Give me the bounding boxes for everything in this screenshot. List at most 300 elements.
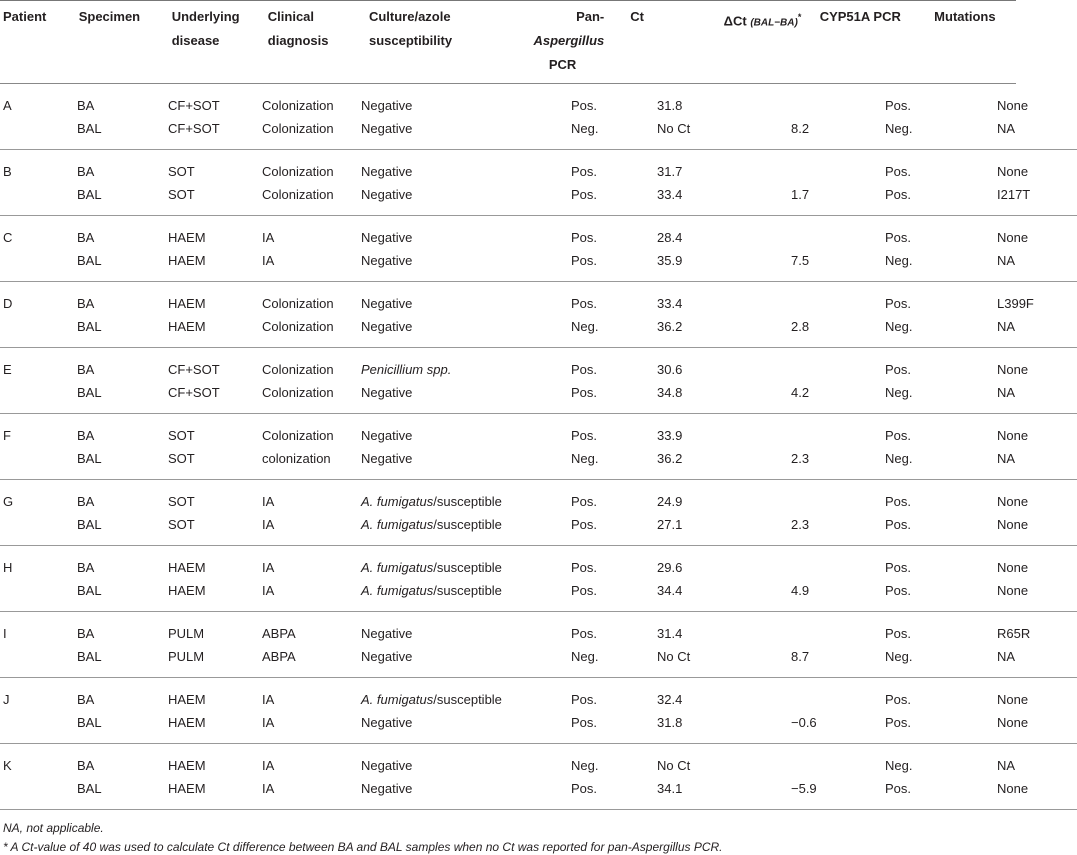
cell-cyp: Neg. <box>885 649 913 664</box>
culture-result: Negative <box>361 98 413 113</box>
cell-disease: HAEM <box>168 583 206 598</box>
cell-pan: Pos. <box>571 187 598 202</box>
cell-mut: None <box>997 560 1029 575</box>
cell-patient <box>0 579 77 612</box>
patient-group <box>0 348 1077 414</box>
cell-culture <box>361 282 511 316</box>
cell-cyp: Pos. <box>885 692 912 707</box>
culture-result: Negative <box>361 164 413 179</box>
cell-ct: No Ct <box>657 649 691 664</box>
cell-pan: Pos. <box>571 626 598 641</box>
header-cyp-label: CYP51A PCR <box>819 9 901 24</box>
culture-organism: Penicillium spp. <box>361 362 452 377</box>
cell-ct: 29.6 <box>657 560 683 575</box>
cell-culture <box>361 612 511 646</box>
cell-disease: HAEM <box>168 319 206 334</box>
cell-diagnosis: Colonization <box>262 98 334 113</box>
cell-pan: Pos. <box>571 560 598 575</box>
patient-group <box>0 480 1077 546</box>
cell-patient <box>0 711 77 744</box>
cell-dct: 2.8 <box>791 319 810 334</box>
cell-patient <box>0 513 77 546</box>
table-row <box>0 150 1077 184</box>
cell-mut: None <box>997 517 1029 532</box>
patient-group <box>0 744 1077 810</box>
culture-result: Negative <box>361 451 413 466</box>
table-row <box>0 183 1077 216</box>
patient-group <box>0 282 1077 348</box>
cell-cyp: Neg. <box>885 451 913 466</box>
cell-diagnosis: Colonization <box>262 164 334 179</box>
cell-ct: 34.1 <box>657 781 683 796</box>
header-ct <box>614 1 723 84</box>
patient-group <box>0 84 1077 150</box>
table-row <box>0 579 1077 612</box>
cell-specimen: BA <box>77 362 95 377</box>
cell-dct <box>748 678 885 712</box>
cell-cyp: Pos. <box>885 494 912 509</box>
culture-organism: A. fumigatus <box>361 692 434 707</box>
cell-pan: Pos. <box>571 781 598 796</box>
header-clinical-diagnosis <box>268 1 369 84</box>
header-dct-main: ΔCt <box>723 13 747 29</box>
cell-dct <box>748 348 885 382</box>
cell-ct: 31.8 <box>657 98 683 113</box>
cell-mut: NA <box>997 649 1016 664</box>
footnote-ct-value: * A Ct-value of 40 was used to calculate Ct difference between BA and BAL samples when no Ct was reported for pan-Aspergillus PCR. <box>3 840 723 854</box>
header-disease-line2: disease <box>171 33 220 48</box>
culture-organism: A. fumigatus <box>361 517 434 532</box>
cell-cyp: Pos. <box>885 517 912 532</box>
culture-result: Negative <box>361 626 413 641</box>
cell-specimen: BAL <box>77 583 102 598</box>
culture-organism: A. fumigatus <box>361 583 434 598</box>
header-specimen-label: Specimen <box>78 9 141 24</box>
cell-culture <box>361 381 511 414</box>
cell-diagnosis: IA <box>262 517 275 532</box>
patient-group <box>0 216 1077 282</box>
cell-disease: HAEM <box>168 296 206 311</box>
header-patient <box>0 1 79 84</box>
cell-ct: 24.9 <box>657 494 683 509</box>
cell-patient: B <box>3 164 12 179</box>
cell-pan: Pos. <box>571 230 598 245</box>
cell-pan: Neg. <box>571 451 599 466</box>
header-row <box>0 1 1016 84</box>
header-pan-italic: Aspergillus <box>533 33 605 48</box>
footnote-na: NA, not applicable. <box>3 821 104 835</box>
cell-disease: HAEM <box>168 253 206 268</box>
culture-result: Negative <box>361 253 413 268</box>
cell-mut: None <box>997 781 1029 796</box>
cell-disease: HAEM <box>168 781 206 796</box>
header-culture <box>369 1 522 84</box>
cell-specimen: BA <box>77 164 95 179</box>
cell-pan: Pos. <box>571 583 598 598</box>
cell-dct <box>748 546 885 580</box>
culture-result: Negative <box>361 230 413 245</box>
cell-pan: Pos. <box>571 428 598 443</box>
table-row <box>0 777 1077 810</box>
cell-ct: 32.4 <box>657 692 683 707</box>
cell-cyp: Pos. <box>885 98 912 113</box>
table-row <box>0 711 1077 744</box>
cell-specimen: BAL <box>77 649 102 664</box>
cell-dct <box>748 414 885 448</box>
cell-patient <box>0 447 77 480</box>
table-row <box>0 216 1077 250</box>
cell-dct: 1.7 <box>791 187 810 202</box>
table-row <box>0 480 1077 514</box>
cell-culture <box>361 777 511 810</box>
header-mutations-label: Mutations <box>934 9 996 24</box>
cell-cyp: Pos. <box>885 296 912 311</box>
cell-diagnosis: IA <box>262 583 275 598</box>
cell-patient: J <box>3 692 10 707</box>
cell-diagnosis: IA <box>262 781 275 796</box>
cell-disease: HAEM <box>168 230 206 245</box>
header-specimen <box>79 1 172 84</box>
cell-cyp: Pos. <box>885 164 912 179</box>
cell-cyp: Neg. <box>885 758 913 773</box>
cell-dct <box>748 744 885 778</box>
cell-ct: 34.4 <box>657 583 683 598</box>
cell-patient: D <box>3 296 13 311</box>
header-disease-line1: Underlying <box>171 9 240 24</box>
cell-mut: None <box>997 715 1029 730</box>
cell-dct <box>748 216 885 250</box>
results-table-body <box>0 84 1077 810</box>
cell-mut: I217T <box>997 187 1031 202</box>
cell-ct: 33.4 <box>657 296 683 311</box>
cell-culture <box>361 678 511 712</box>
results-table <box>0 0 1016 84</box>
cell-culture <box>361 84 511 117</box>
cell-culture <box>361 546 511 580</box>
cell-diagnosis: IA <box>262 494 275 509</box>
cell-culture <box>361 150 511 184</box>
cell-patient: F <box>3 428 11 443</box>
cell-culture <box>361 249 511 282</box>
cell-cyp: Neg. <box>885 121 913 136</box>
cell-patient: C <box>3 230 13 245</box>
header-pan-prefix: Pan- <box>576 9 605 24</box>
cell-dct: 2.3 <box>791 451 810 466</box>
cell-pan: Pos. <box>571 164 598 179</box>
header-dct-sub: (BAL−BA) <box>750 17 798 29</box>
table-row <box>0 315 1077 348</box>
cell-cyp: Pos. <box>885 560 912 575</box>
cell-pan: Pos. <box>571 385 598 400</box>
cell-mut: None <box>997 164 1029 179</box>
cell-ct: 36.2 <box>657 319 683 334</box>
cell-dct <box>748 282 885 316</box>
cell-specimen: BA <box>77 692 95 707</box>
culture-result: Negative <box>361 649 413 664</box>
cell-specimen: BA <box>77 230 95 245</box>
cell-patient <box>0 777 77 810</box>
patient-group <box>0 546 1077 612</box>
cell-dct: 4.9 <box>791 583 810 598</box>
culture-organism: A. fumigatus <box>361 560 434 575</box>
table-row <box>0 249 1077 282</box>
cell-pan: Pos. <box>571 494 598 509</box>
table-row <box>0 678 1077 712</box>
cell-disease: HAEM <box>168 692 206 707</box>
cell-mut: None <box>997 230 1029 245</box>
cell-mut: None <box>997 583 1029 598</box>
culture-result: /susceptible <box>433 494 502 509</box>
cell-mut: None <box>997 428 1029 443</box>
cell-patient <box>0 315 77 348</box>
cell-disease: CF+SOT <box>168 98 220 113</box>
table-header <box>0 1 1016 84</box>
cell-pan: Neg. <box>571 758 599 773</box>
cell-culture <box>361 315 511 348</box>
patient-group <box>0 678 1077 744</box>
cell-culture <box>361 447 511 480</box>
cell-disease: PULM <box>168 626 205 641</box>
patient-group <box>0 414 1077 480</box>
cell-dct: 4.2 <box>791 385 810 400</box>
cell-culture <box>361 579 511 612</box>
header-ct-label: Ct <box>630 9 644 24</box>
cell-diagnosis: Colonization <box>262 121 334 136</box>
cell-diagnosis: IA <box>262 715 275 730</box>
table-row <box>0 84 1077 117</box>
cell-cyp: Pos. <box>885 362 912 377</box>
culture-result: Negative <box>361 121 413 136</box>
table-row <box>0 645 1077 678</box>
header-dct-sup: * <box>797 12 802 22</box>
cell-dct <box>748 150 885 184</box>
cell-cyp: Neg. <box>885 319 913 334</box>
cell-dct: −0.6 <box>791 715 817 730</box>
cell-diagnosis: Colonization <box>262 385 334 400</box>
cell-mut: NA <box>997 758 1016 773</box>
cell-specimen: BA <box>77 626 95 641</box>
cell-dct <box>748 480 885 514</box>
cell-diagnosis: colonization <box>262 451 331 466</box>
cell-patient <box>0 645 77 678</box>
cell-ct: 31.4 <box>657 626 683 641</box>
cell-pan: Neg. <box>571 121 599 136</box>
table-row <box>0 282 1077 316</box>
cell-specimen: BAL <box>77 781 102 796</box>
cell-dct: 2.3 <box>791 517 810 532</box>
cell-culture <box>361 513 511 546</box>
cell-mut: NA <box>997 319 1016 334</box>
cell-mut: None <box>997 494 1029 509</box>
cell-mut: NA <box>997 121 1016 136</box>
cell-disease: CF+SOT <box>168 362 220 377</box>
cell-cyp: Pos. <box>885 428 912 443</box>
cell-patient: G <box>3 494 14 509</box>
culture-result: Negative <box>361 715 413 730</box>
cell-dct: 8.7 <box>791 649 810 664</box>
cell-ct: 27.1 <box>657 517 683 532</box>
cell-diagnosis: IA <box>262 758 275 773</box>
cell-ct: 33.9 <box>657 428 683 443</box>
culture-result: /susceptible <box>433 692 502 707</box>
cell-dct: 8.2 <box>791 121 810 136</box>
cell-disease: HAEM <box>168 560 206 575</box>
cell-diagnosis: Colonization <box>262 362 334 377</box>
cell-disease: SOT <box>168 428 195 443</box>
cell-patient <box>0 249 77 282</box>
table-row <box>0 744 1077 778</box>
patient-group <box>0 150 1077 216</box>
cell-ct: 31.8 <box>657 715 683 730</box>
cell-specimen: BA <box>77 758 95 773</box>
cell-disease: SOT <box>168 451 195 466</box>
cell-patient <box>0 117 77 150</box>
cell-diagnosis: ABPA <box>262 649 296 664</box>
cell-pan: Pos. <box>571 98 598 113</box>
cell-mut: None <box>997 692 1029 707</box>
cell-ct: 30.6 <box>657 362 683 377</box>
cell-culture <box>361 348 511 382</box>
cell-specimen: BA <box>77 494 95 509</box>
cell-specimen: BAL <box>77 517 102 532</box>
cell-cyp: Neg. <box>885 253 913 268</box>
cell-cyp: Pos. <box>885 583 912 598</box>
cell-diagnosis: Colonization <box>262 319 334 334</box>
cell-pan: Neg. <box>571 319 599 334</box>
table-row <box>0 513 1077 546</box>
cell-culture <box>361 711 511 744</box>
cell-patient: A <box>3 98 12 113</box>
cell-dct <box>748 84 885 117</box>
cell-culture <box>361 117 511 150</box>
cell-diagnosis: IA <box>262 560 275 575</box>
culture-organism: A. fumigatus <box>361 494 434 509</box>
cell-disease: SOT <box>168 517 195 532</box>
cell-disease: SOT <box>168 187 195 202</box>
cell-disease: PULM <box>168 649 205 664</box>
cell-patient: K <box>3 758 12 773</box>
culture-result: Negative <box>361 296 413 311</box>
cell-patient <box>0 381 77 414</box>
header-pan-aspergillus-pcr <box>522 1 614 84</box>
culture-result: /susceptible <box>433 560 502 575</box>
header-cyp51a-pcr <box>820 1 934 84</box>
cell-specimen: BA <box>77 560 95 575</box>
cell-disease: SOT <box>168 494 195 509</box>
cell-pan: Pos. <box>571 362 598 377</box>
header-diagnosis-line2: diagnosis <box>267 33 329 48</box>
cell-pan: Pos. <box>571 692 598 707</box>
cell-ct: 34.8 <box>657 385 683 400</box>
cell-culture <box>361 480 511 514</box>
cell-ct: No Ct <box>657 121 691 136</box>
cell-pan: Pos. <box>571 517 598 532</box>
cell-specimen: BAL <box>77 385 102 400</box>
table-row <box>0 414 1077 448</box>
table-row <box>0 546 1077 580</box>
cell-diagnosis: IA <box>262 692 275 707</box>
cell-disease: HAEM <box>168 758 206 773</box>
table-row <box>0 612 1077 646</box>
cell-mut: NA <box>997 253 1016 268</box>
cell-ct: 31.7 <box>657 164 683 179</box>
culture-result: Negative <box>361 428 413 443</box>
cell-specimen: BAL <box>77 253 102 268</box>
cell-disease: CF+SOT <box>168 121 220 136</box>
cell-cyp: Pos. <box>885 626 912 641</box>
culture-result: Negative <box>361 319 413 334</box>
header-pan-line2: PCR <box>548 57 577 72</box>
cell-culture <box>361 414 511 448</box>
cell-ct: No Ct <box>657 758 691 773</box>
culture-result: /susceptible <box>433 583 502 598</box>
cell-specimen: BA <box>77 428 95 443</box>
cell-disease: HAEM <box>168 715 206 730</box>
cell-cyp: Pos. <box>885 187 912 202</box>
table-row <box>0 381 1077 414</box>
cell-culture <box>361 744 511 778</box>
header-delta-ct <box>724 1 820 84</box>
header-culture-line2: susceptibility <box>368 33 453 48</box>
cell-culture <box>361 645 511 678</box>
header-patient-label: Patient <box>3 9 47 24</box>
cell-ct: 33.4 <box>657 187 683 202</box>
cell-patient: H <box>3 560 13 575</box>
cell-pan: Neg. <box>571 649 599 664</box>
cell-mut: L399F <box>997 296 1034 311</box>
cell-mut: None <box>997 362 1029 377</box>
cell-diagnosis: ABPA <box>262 626 296 641</box>
cell-dct: −5.9 <box>791 781 817 796</box>
cell-culture <box>361 183 511 216</box>
patient-group <box>0 612 1077 678</box>
cell-patient: I <box>3 626 7 641</box>
cell-diagnosis: Colonization <box>262 428 334 443</box>
cell-specimen: BAL <box>77 121 102 136</box>
culture-result: /susceptible <box>433 517 502 532</box>
cell-mut: NA <box>997 385 1016 400</box>
cell-cyp: Pos. <box>885 230 912 245</box>
cell-specimen: BAL <box>77 187 102 202</box>
culture-result: Negative <box>361 385 413 400</box>
cell-specimen: BAL <box>77 715 102 730</box>
cell-dct <box>748 612 885 646</box>
cell-pan: Pos. <box>571 253 598 268</box>
culture-result: Negative <box>361 187 413 202</box>
cell-mut: None <box>997 98 1029 113</box>
cell-mut: R65R <box>997 626 1031 641</box>
cell-mut: NA <box>997 451 1016 466</box>
cell-specimen: BAL <box>77 319 102 334</box>
cell-culture <box>361 216 511 250</box>
cell-specimen: BAL <box>77 451 102 466</box>
cell-diagnosis: Colonization <box>262 296 334 311</box>
table-row <box>0 117 1077 150</box>
cell-disease: CF+SOT <box>168 385 220 400</box>
cell-pan: Pos. <box>571 715 598 730</box>
cell-diagnosis: Colonization <box>262 187 334 202</box>
table-row <box>0 348 1077 382</box>
cell-diagnosis: IA <box>262 230 275 245</box>
cell-pan: Pos. <box>571 296 598 311</box>
culture-result: Negative <box>361 781 413 796</box>
header-culture-line1: Culture/azole <box>368 9 451 24</box>
cell-dct: 7.5 <box>791 253 810 268</box>
cell-patient <box>0 183 77 216</box>
cell-ct: 36.2 <box>657 451 683 466</box>
cell-diagnosis: IA <box>262 253 275 268</box>
header-diagnosis-line1: Clinical <box>267 9 315 24</box>
